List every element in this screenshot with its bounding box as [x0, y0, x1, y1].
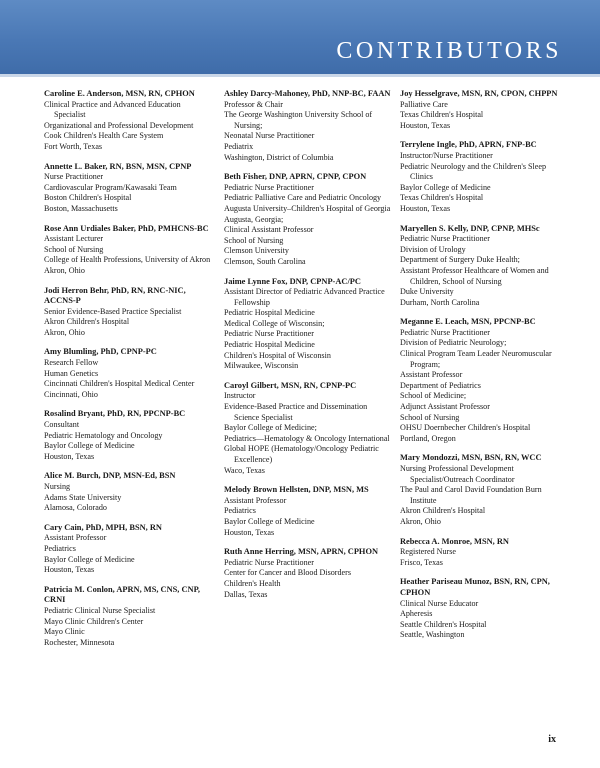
- affiliation-line: Pediatric Hospital Medicine: [224, 308, 315, 318]
- contributor-entry: [224, 485, 394, 538]
- affiliation-line: Waco, Texas: [224, 465, 265, 475]
- contributor-entry: [44, 585, 212, 649]
- page-title: CONTRIBUTORS: [336, 38, 562, 64]
- affiliation-line: Nursing: [44, 482, 71, 491]
- affiliation-line: School of Nursing: [44, 244, 104, 254]
- affiliation-line: Akron, Ohio: [44, 327, 85, 337]
- affiliation-line: Pediatric Nurse Practitioner: [224, 182, 314, 192]
- affiliation-line: Neonatal Nurse Practitioner: [224, 131, 315, 141]
- contributor-entry: [400, 140, 568, 214]
- affiliation-line: Augusta University–Children's Hospital of Georgia: [224, 203, 391, 213]
- affiliation-line: Pediatric Hematology and Oncology: [44, 430, 163, 440]
- contributor-name: Beth Fisher, DNP, APRN, CPNP, CPON: [224, 172, 367, 182]
- contributor-entry: [400, 577, 568, 641]
- affiliation-line: Clinical Nurse Educator: [400, 598, 479, 608]
- affiliation-line: Children's Health: [224, 578, 281, 588]
- contributor-name: Cary Cain, PhD, MPH, BSN, RN: [44, 522, 162, 532]
- affiliation-line: Pediatric Clinical Nurse Specialist: [44, 605, 156, 615]
- affiliation-line: Pediatric Nurse Practitioner: [400, 327, 490, 337]
- affiliation-line: Houston, Texas: [400, 120, 451, 130]
- contributor-name: Patricia M. Conlon, APRN, MS, CNS, CNP, CRNI: [44, 584, 201, 605]
- contributor-entry: [224, 547, 394, 600]
- affiliation-line: Center for Cancer and Blood Disorders: [224, 568, 351, 578]
- affiliation-line: Evidence-Based Practice and Dissemination Science Specialist: [224, 402, 368, 422]
- affiliation-line: Global HOPE (Hematology/Oncology Pediatric Excellence): [224, 444, 379, 464]
- affiliation-line: Division of Urology: [400, 244, 466, 254]
- contributor-name: Amy Blumling, PhD, CPNP-PC: [44, 347, 157, 357]
- affiliation-line: School of Nursing: [224, 235, 284, 245]
- affiliation-line: Texas Children's Hospital: [400, 110, 484, 120]
- affiliation-line: Registered Nurse: [400, 547, 456, 557]
- affiliation-line: Consultant: [44, 420, 80, 430]
- affiliation-line: Cook Children's Health Care System: [44, 131, 164, 141]
- affiliation-line: Pediatric Nurse Practitioner: [224, 329, 314, 339]
- affiliation-line: Cardiovascular Program/Kawasaki Team: [44, 182, 177, 192]
- affiliation-line: Portland, Oregon: [400, 433, 456, 443]
- contributor-entry: [224, 381, 394, 476]
- affiliation-line: Baylor College of Medicine: [44, 554, 135, 564]
- contributor-entry: [44, 471, 212, 513]
- contributor-name: Caroyl Gilbert, MSN, RN, CPNP-PC: [224, 380, 357, 390]
- affiliation-line: Houston, Texas: [400, 203, 451, 213]
- affiliation-line: Assistant Professor Healthcare of Women and Children, School of Nursing: [400, 265, 549, 286]
- contributor-entry: [44, 347, 212, 400]
- contributor-name: Mary Mondozzi, MSN, BSN, RN, WCC: [400, 453, 542, 463]
- contributor-name: Terrylene Ingle, PhD, APRN, FNP-BC: [400, 140, 537, 150]
- affiliation-line: Seattle, Washington: [400, 630, 465, 640]
- affiliation-line: Alamosa, Colorado: [44, 503, 107, 513]
- affiliation-line: Boston Children's Hospital: [44, 193, 132, 203]
- column-2: [224, 89, 394, 609]
- affiliation-line: Pediatric Nurse Practitioner: [224, 557, 314, 567]
- affiliation-line: Human Genetics: [44, 368, 99, 378]
- contributor-name: Rose Ann Urdiales Baker, PhD, PMHCNS-BC: [44, 223, 209, 233]
- contributor-name: Melody Brown Hellsten, DNP, MSN, MS: [224, 485, 369, 495]
- contributor-entry: [44, 409, 212, 462]
- affiliation-line: Texas Children's Hospital: [400, 193, 484, 203]
- affiliation-line: Baylor College of Medicine;: [224, 423, 317, 433]
- contributor-name: Rebecca A. Monroe, MSN, RN: [400, 536, 509, 546]
- affiliation-line: Augusta, Georgia;: [224, 214, 284, 224]
- contributor-name: Joy Hesselgrave, MSN, RN, CPON, CHPPN: [400, 89, 558, 98]
- affiliation-line: Pediatric Nurse Practitioner: [400, 234, 490, 244]
- affiliation-line: Research Fellow: [44, 358, 99, 368]
- contributor-name: Ashley Darcy-Mahoney, PhD, NNP-BC, FAAN: [224, 89, 391, 98]
- affiliation-line: Organizational and Professional Development: [44, 120, 194, 130]
- affiliation-line: Assistant Professor: [400, 370, 463, 380]
- affiliation-line: Baylor College of Medicine: [400, 182, 491, 192]
- affiliation-line: Akron, Ohio: [400, 516, 441, 526]
- affiliation-line: Cincinnati, Ohio: [44, 389, 98, 399]
- affiliation-line: The Paul and Carol David Foundation Burn Institute: [400, 485, 542, 505]
- affiliation-line: Fort Worth, Texas: [44, 141, 103, 151]
- affiliation-line: Dallas, Texas: [224, 589, 268, 599]
- affiliation-line: Assistant Director of Pediatric Advanced Practice Fellowship: [224, 287, 385, 307]
- affiliation-line: Washington, District of Columbia: [224, 152, 334, 162]
- affiliation-line: Division of Pediatric Neurology;: [400, 338, 507, 348]
- contributor-entry: [44, 224, 212, 277]
- contributor-name: Ruth Anne Herring, MSN, APRN, CPHON: [224, 547, 379, 557]
- contributor-entry: [400, 224, 568, 309]
- affiliation-line: Clinical Assistant Professor: [224, 225, 314, 235]
- affiliation-line: Pediatric Palliative Care and Pediatric Oncology: [224, 193, 382, 203]
- affiliation-line: Clemson, South Carolina: [224, 256, 306, 266]
- affiliation-line: Duke University: [400, 287, 454, 297]
- contributor-entry: [400, 453, 568, 527]
- affiliation-line: Baylor College of Medicine: [44, 441, 135, 451]
- affiliation-line: Adams State University: [44, 492, 122, 502]
- column-3: [400, 89, 568, 650]
- header-divider: [0, 74, 600, 77]
- affiliation-line: Pediatrics: [224, 506, 256, 516]
- affiliation-line: The George Washington University School of Nursing;: [224, 110, 373, 130]
- affiliation-line: Apheresis: [400, 609, 433, 619]
- affiliation-line: Houston, Texas: [44, 565, 95, 575]
- affiliation-line: Pediatrics: [44, 543, 76, 553]
- affiliation-line: Akron Children's Hospital: [400, 506, 486, 516]
- affiliation-line: Mayo Clinic: [44, 627, 85, 637]
- affiliation-line: Assistant Professor: [224, 495, 287, 505]
- affiliation-line: Milwaukee, Wisconsin: [224, 361, 299, 371]
- contributor-name: Alice M. Burch, DNP, MSN-Ed, BSN: [44, 471, 176, 481]
- affiliation-line: Seattle Children's Hospital: [400, 619, 487, 629]
- affiliation-line: Pediatric Hospital Medicine: [224, 340, 315, 350]
- contributor-name: Heather Pariseau Munoz, BSN, RN, CPN, CPHON: [400, 577, 550, 597]
- affiliation-line: Adjunct Assistant Professor: [400, 402, 490, 412]
- contributor-entry: [44, 523, 212, 576]
- affiliation-line: Department of Pediatrics: [400, 380, 481, 390]
- contributor-name: Rosalind Bryant, PhD, RN, PPCNP-BC: [44, 409, 186, 419]
- affiliation-line: OHSU Doernbecher Children's Hospital: [400, 423, 531, 433]
- contributor-name: Maryellen S. Kelly, DNP, CPNP, MHSc: [400, 223, 540, 233]
- affiliation-line: College of Health Professions, University of Akron: [44, 255, 211, 265]
- page-number: ix: [548, 734, 556, 745]
- affiliation-line: Instructor/Nurse Practitioner: [400, 150, 493, 160]
- affiliation-line: Assistant Professor: [44, 533, 107, 543]
- affiliation-line: Palliative Care: [400, 99, 448, 109]
- affiliation-line: Nurse Practitioner: [44, 172, 104, 182]
- affiliation-line: Instructor: [224, 391, 256, 401]
- affiliation-line: Cincinnati Children's Hospital Medical Center: [44, 379, 195, 389]
- affiliation-line: Senior Evidence-Based Practice Specialist: [44, 306, 182, 316]
- affiliation-line: Professor & Chair: [224, 99, 283, 109]
- contributor-entry: [44, 89, 212, 153]
- affiliation-line: Rochester, Minnesota: [44, 637, 115, 647]
- affiliation-line: Boston, Massachusetts: [44, 203, 118, 213]
- contributor-entry: [44, 286, 212, 339]
- affiliation-line: Medical College of Wisconsin;: [224, 318, 325, 328]
- contributor-entry: [224, 277, 394, 372]
- affiliation-line: Pediatrics—Hematology & Oncology International: [224, 433, 390, 443]
- contributor-entry: [400, 317, 568, 444]
- affiliation-line: School of Nursing: [400, 412, 460, 422]
- affiliation-line: Houston, Texas: [224, 527, 275, 537]
- affiliation-line: Pediatric Neurology and the Children's Sleep Clinics: [400, 161, 546, 182]
- affiliation-line: Clinical Practice and Advanced Education Specialist: [44, 99, 181, 120]
- affiliation-line: School of Medicine;: [400, 391, 467, 401]
- affiliation-line: Clinical Program Team Leader Neuromuscular Program;: [400, 349, 552, 369]
- contributor-entry: [44, 162, 212, 215]
- affiliation-line: Nursing Professional Development Specialist/Outreach Coordinator: [400, 464, 515, 484]
- affiliation-line: Children's Hospital of Wisconsin: [224, 350, 331, 360]
- affiliation-line: Houston, Texas: [44, 451, 95, 461]
- contributor-entry: [224, 172, 394, 267]
- header-banner: [0, 0, 600, 74]
- affiliation-line: Akron, Ohio: [44, 265, 85, 275]
- affiliation-line: Department of Surgery Duke Health;: [400, 255, 520, 265]
- contributor-entry: [224, 89, 394, 163]
- affiliation-line: Durham, North Carolina: [400, 297, 480, 307]
- contributor-entry: [400, 89, 568, 131]
- affiliation-line: Mayo Clinic Children's Center: [44, 616, 144, 626]
- affiliation-line: Clemson University: [224, 246, 289, 256]
- contributor-name: Meganne E. Leach, MSN, PPCNP-BC: [400, 317, 536, 327]
- affiliation-line: Assistant Lecturer: [44, 234, 104, 244]
- affiliation-line: Frisco, Texas: [400, 557, 443, 567]
- contributor-name: Annette L. Baker, RN, BSN, MSN, CPNP: [44, 161, 192, 171]
- affiliation-line: Akron Children's Hospital: [44, 317, 130, 327]
- contributor-entry: [400, 537, 568, 569]
- contributor-name: Jaime Lynne Fox, DNP, CPNP-AC/PC: [224, 276, 361, 286]
- column-1: [44, 89, 212, 657]
- contributor-name: Jodi Herron Behr, PhD, RN, RNC-NIC, ACCNS-P: [44, 285, 186, 306]
- affiliation-line: Pediatrix: [224, 141, 254, 151]
- affiliation-line: Baylor College of Medicine: [224, 516, 315, 526]
- contributor-name: Caroline E. Anderson, MSN, RN, CPHON: [44, 89, 195, 98]
